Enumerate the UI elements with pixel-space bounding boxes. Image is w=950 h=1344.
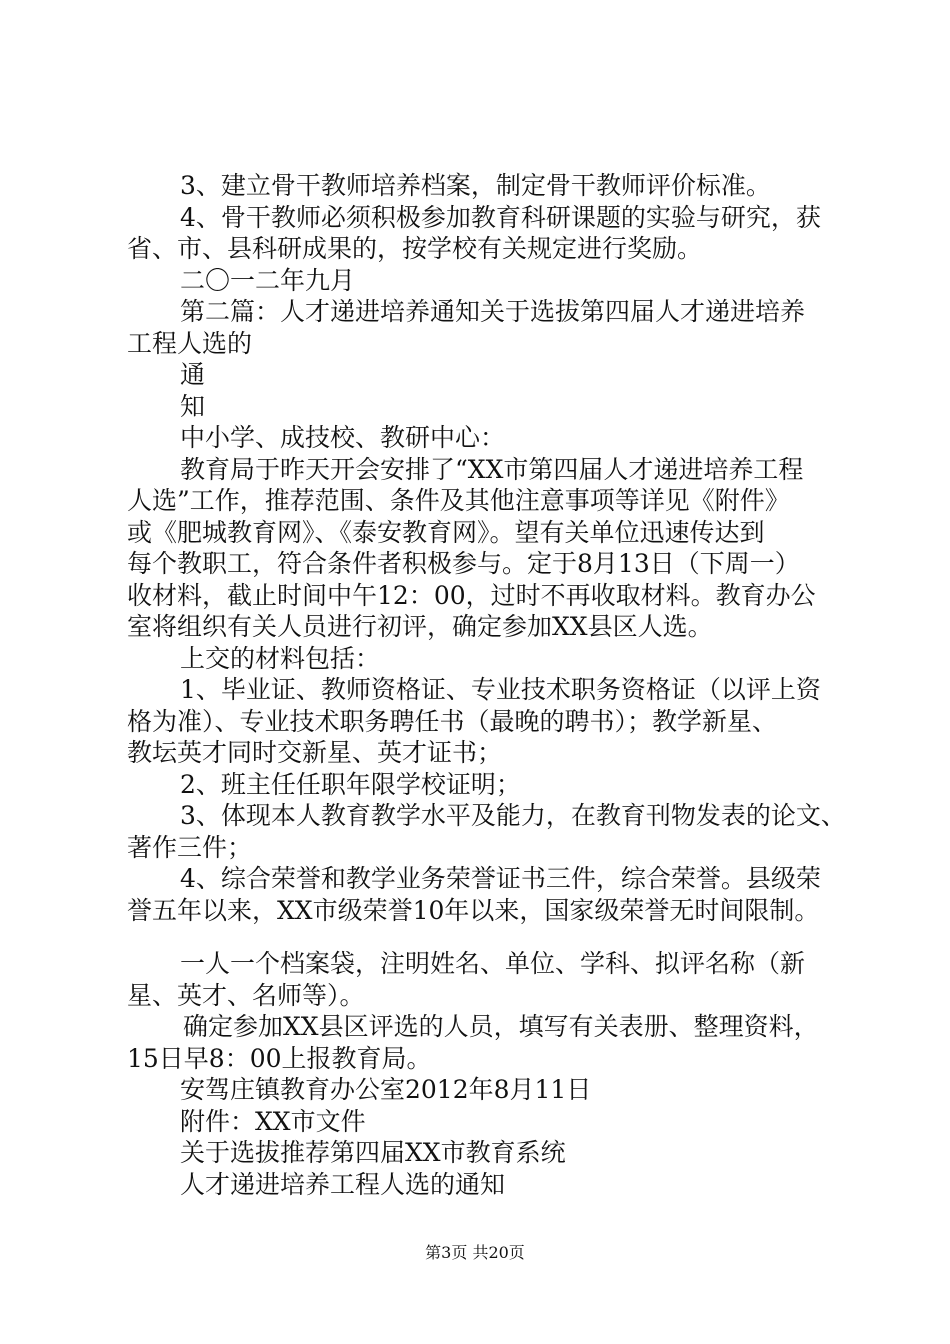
paragraph-line: 教育局于昨天开会安排了“XX市第四届人才递进培养工程: [180, 454, 804, 484]
paragraph-line: 15日早8：00上报教育局。: [127, 1043, 432, 1073]
paragraph-line: 星、英才、名师等）。: [127, 980, 365, 1010]
section-title-cont: 工程人选的: [127, 328, 253, 358]
text-line-item-3: 3、建立骨干教师培养档案，制定骨干教师评价标准。: [180, 171, 771, 200]
paragraph-line: 收材料，截止时间中午12：00，过时不再收取材料。教育办公: [127, 580, 816, 610]
attachment-label: 附件：XX市文件: [180, 1106, 366, 1136]
notice-title-char-2: 知: [180, 391, 206, 421]
materials-item-4-cont: 誉五年以来，XX市级荣誉10年以来，国家级荣誉无时间限制。: [127, 895, 820, 925]
signature-line: 安驾庄镇教育办公室2012年8月11日: [180, 1075, 592, 1104]
paragraph-line: 人选”工作，推荐范围、条件及其他注意事项等详见《附件》: [127, 486, 790, 515]
attachment-title-cont: 人才递进培养工程人选的通知: [180, 1169, 506, 1199]
paragraph-line: 每个教职工，符合条件者积极参与。定于8月13日（下周一）: [127, 549, 800, 578]
addressee: 中小学、成技校、教研中心：: [180, 423, 506, 452]
materials-item-1: 1、毕业证、教师资格证、专业技术职务资格证（以评上资: [180, 675, 821, 704]
text-line-item-4-cont: 省、市、县科研成果的，按学校有关规定进行奖励。: [127, 234, 703, 263]
materials-item-2: 2、班主任任职年限学校证明；: [180, 769, 521, 799]
notice-title-char-1: 通: [180, 360, 206, 389]
paragraph-gap: [127, 926, 832, 948]
section-title: 第二篇：人才递进培养通知关于选拔第四届人才递进培养: [180, 297, 806, 326]
text-line-item-4: 4、骨干教师必须积极参加教育科研课题的实验与研究，获: [180, 202, 821, 232]
attachment-title: 关于选拔推荐第四届XX市教育系统: [180, 1138, 566, 1167]
paragraph-line: 室将组织有关人员进行初评，确定参加XX县区人选。: [127, 612, 713, 641]
date-line: 二〇一二年九月: [180, 265, 356, 295]
materials-item-3-cont: 著作三件；: [127, 832, 253, 862]
page-number-footer: 第3页 共20页: [425, 1243, 525, 1262]
materials-heading: 上交的材料包括：: [180, 643, 381, 673]
document-body: [127, 170, 846, 1200]
paragraph-line: 确定参加XX县区评选的人员，填写有关表册、整理资料，: [183, 1012, 819, 1041]
materials-item-1-cont: 格为准）、专业技术职务聘任书（最晚的聘书）；教学新星、: [127, 706, 778, 736]
materials-item-3: 3、体现本人教育教学水平及能力，在教育刊物发表的论文、: [180, 801, 846, 830]
paragraph-line: 一人一个档案袋，注明姓名、单位、学科、拟评名称（新: [180, 949, 806, 978]
materials-item-4: 4、综合荣誉和教学业务荣誉证书三件，综合荣誉。县级荣: [180, 864, 821, 893]
paragraph-line: 或《肥城教育网》、《泰安教育网》。望有关单位迅速传达到: [127, 517, 765, 547]
materials-item-1-cont: 教坛英才同时交新星、英才证书；: [127, 738, 503, 767]
